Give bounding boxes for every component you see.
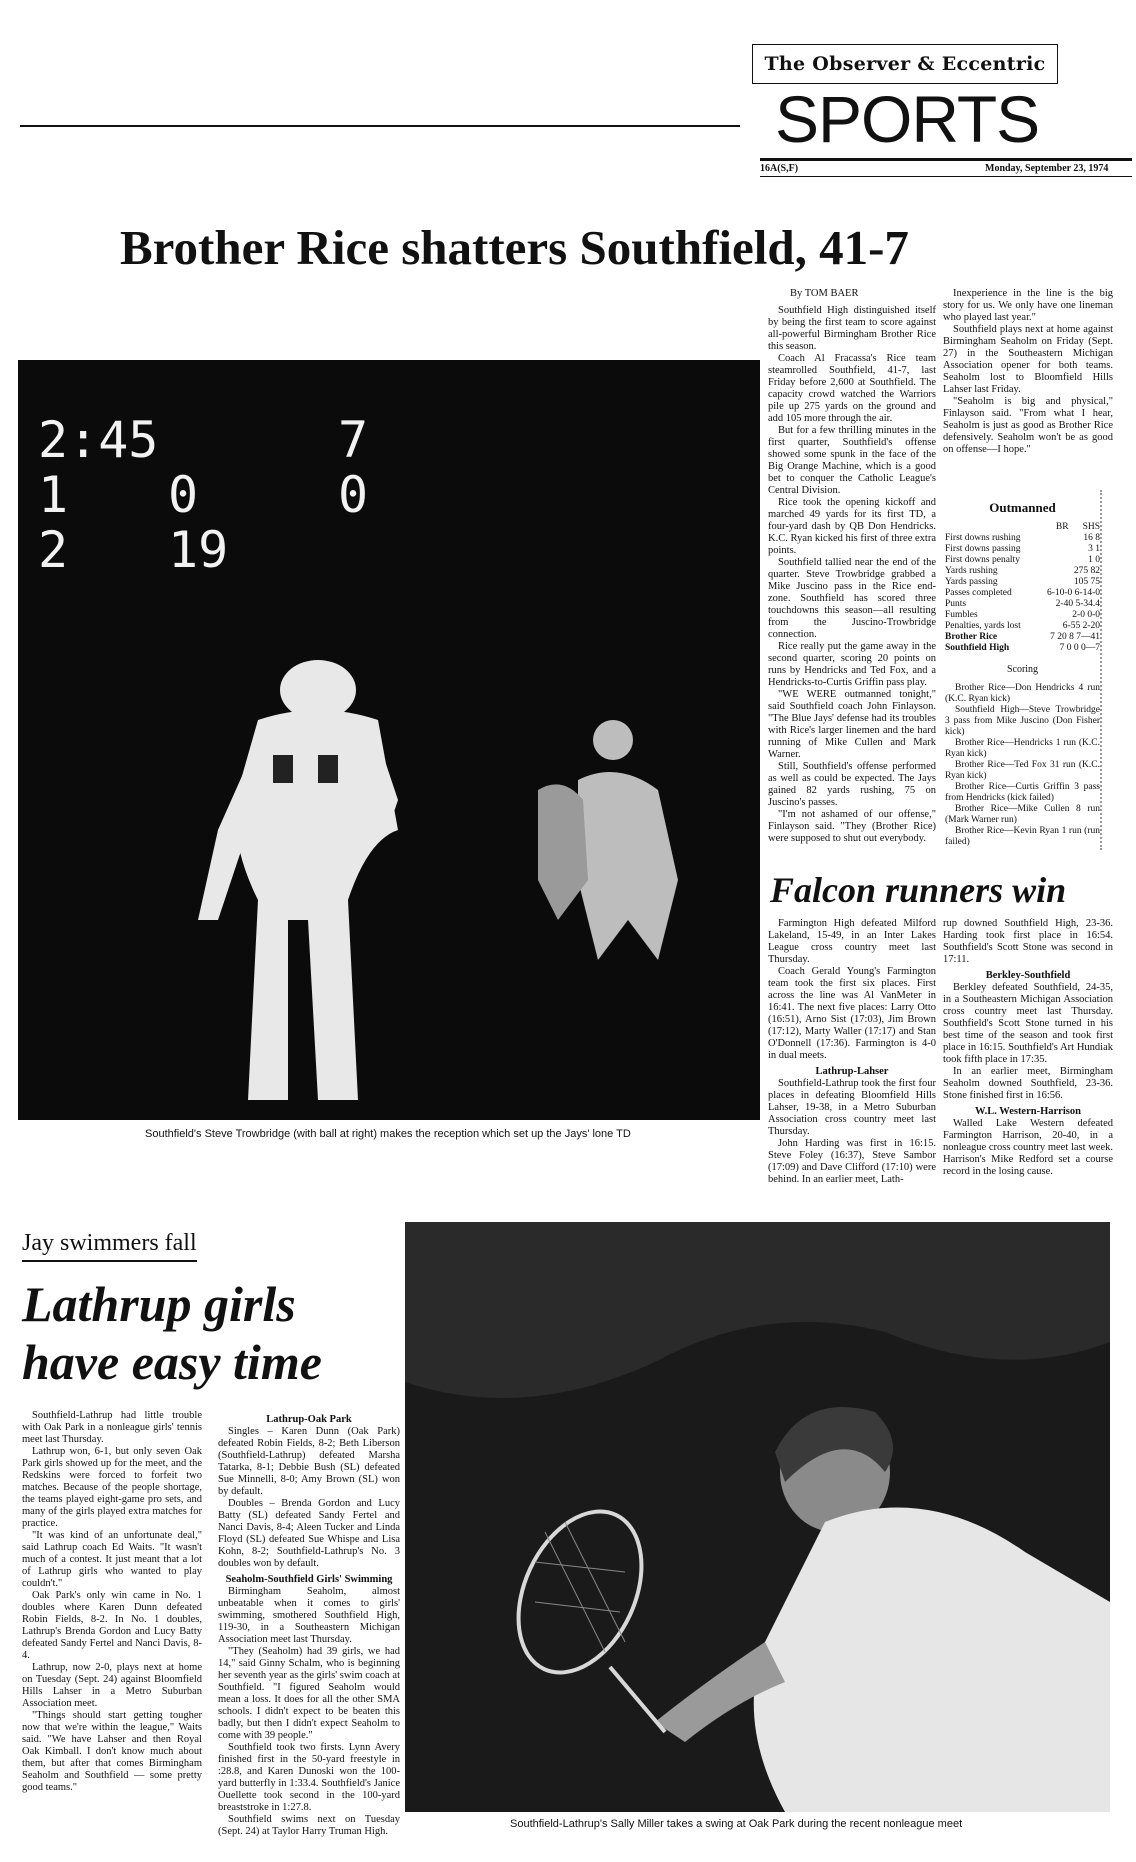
paragraph: But for a few thrilling minutes in the first quarter, Southfield's offense showed some spunk in the face of the Big Orange Machine, which is a good bet to conquer the Catholic League's Central Division. xyxy=(768,425,936,496)
subhead: W.L. Western-Harrison xyxy=(975,1106,1081,1117)
paragraph: Lathrup won, 6-1, but only seven Oak Park girls showed up for the meet, and the Redskins were forced to forfeit two matches. Because of the people shortage, the teams played eight-game pro sets, and many of the girls played extra matches for practice. xyxy=(22,1446,202,1529)
paper-name: The Observer & Eccentric xyxy=(764,53,1046,75)
stats-row xyxy=(945,643,1100,654)
paragraph: Singles – Karen Dunn (Oak Park) defeated Robin Fields, 8-2; Beth Liberson (Southfield-Lathrup) defeated Marsha Tatarka, 8-1; Debbie Bush (SL) defeated Sue Minnelli, 8-0; Amy Brown (SL) won by default. xyxy=(218,1426,400,1497)
stats-label: Brother Rice xyxy=(945,632,998,642)
stats-header xyxy=(945,522,1100,533)
scoring-entry: Brother Rice—Kevin Ryan 1 run (run failed) xyxy=(945,826,1100,847)
stats-label: Yards rushing xyxy=(945,566,998,576)
subhead: Berkley-Southfield xyxy=(985,970,1071,981)
issue-date: Monday, September 23, 1974 xyxy=(985,163,1109,174)
scoreboard-yards: 19 xyxy=(168,521,229,579)
paragraph: Southfield-Lathrup took the first four places in defeating Bloomfield Hills Lahser, 19-38, in a Metro Suburban Association cross country meet last Thursday. xyxy=(768,1078,936,1137)
stats-row xyxy=(945,544,1100,555)
paragraph: John Harding was first in 16:15. Steve Foley (16:37), Steve Sambor (17:09) and Dave Clifford (17:10) were behind. In an earlier meet, Lath- xyxy=(768,1138,936,1185)
stats-label: First downs passing xyxy=(945,544,1021,554)
scoring-entry: Brother Rice—Don Hendricks 4 run (K.C. Ryan kick) xyxy=(945,683,1100,704)
main-story-col1 xyxy=(768,305,936,845)
paragraph: "I'm not ashamed of our offense," Finlayson said. "They (Brother Rice) were supposed to shut out everybody. xyxy=(768,809,936,844)
stats-box-border xyxy=(1100,490,1102,850)
paragraph: Walled Lake Western defeated Farmington Harrison, 20-40, in a nonleague cross country meet last week. Harrison's Mike Redford set a course record in the losing cause. xyxy=(943,1118,1113,1177)
stats-label: Passes completed xyxy=(945,588,1012,598)
subhead: Seaholm-Southfield Girls' Swimming xyxy=(225,1574,393,1585)
paragraph: "Things should start getting tougher now that we're within the league," Waits said. "We have Lahser and then Royal Oak Kimball. I don't know much about them, but after that comes Birmingham Seaholm and Southfield — some pretty good teams." xyxy=(22,1710,202,1793)
stats-row xyxy=(945,621,1100,632)
stats-row xyxy=(945,610,1100,621)
lathrup-headline-line2: have easy time xyxy=(22,1334,322,1390)
main-story-col2 xyxy=(943,288,1113,456)
paragraph: Southfield High distinguished itself by being the first team to score against all-powerful Birmingham Brother Rice this season. xyxy=(768,305,936,352)
stats-rows xyxy=(945,533,1100,654)
stats-label: Yards passing xyxy=(945,577,998,587)
tennis-photo xyxy=(405,1222,1110,1812)
scoring-title: Scoring xyxy=(1006,664,1039,675)
stats-value: 3 1 xyxy=(1088,544,1100,554)
scoreboard-visitor-score: 0 xyxy=(338,466,369,524)
stats-row xyxy=(945,555,1100,566)
stats-value: 6-55 2-20 xyxy=(1062,621,1100,631)
paragraph: Southfield swims next on Tuesday (Sept. 24) at Taylor Harry Truman High. xyxy=(218,1814,400,1837)
lathrup-headline xyxy=(22,1275,402,1391)
paragraph: Farmington High defeated Milford Lakeland, 15-49, in an Inter Lakes League cross country meet last Thursday. xyxy=(768,918,936,965)
paragraph: "WE WERE outmanned tonight," said Southfield coach John Finlayson. "The Blue Jays' defense had its troubles with Rice's larger linemen and the hard running of Mike Cullen and Mark Warner. xyxy=(768,689,936,760)
stats-value: 2-40 5-34.4 xyxy=(1055,599,1100,609)
stats-title: Outmanned xyxy=(989,500,1056,515)
receiver-figure xyxy=(198,660,398,1100)
stats-label: Fumbles xyxy=(945,610,978,620)
paragraph: Inexperience in the line is the big story for us. We only have one lineman who played last year." xyxy=(943,288,1113,323)
page-code: 16A(S,F) xyxy=(760,163,799,174)
paragraph: "Seaholm is big and physical," Finlayson said. "From what I hear, Seaholm is just as good as Brother Rice defensively. Seaholm won't be as good on offense—I hope." xyxy=(943,396,1113,455)
lathrup-story-col2 xyxy=(218,1410,400,1838)
lathrup-story-col1 xyxy=(22,1410,202,1794)
ball-carrier-figure xyxy=(578,720,678,960)
football-photo-caption: Southfield's Steve Trowbridge (with ball at right) makes the reception which set up the Jays' lone TD xyxy=(145,1128,631,1140)
scoreboard-clock: 2:45 xyxy=(38,411,159,469)
paragraph: Southfield plays next at home against Birmingham Seaholm on Friday (Sept. 27) in the Southeastern Michigan Association opener for both teams. Seaholm lost to Bloomfield Hills Lahser last Friday. xyxy=(943,324,1113,395)
tennis-player-image xyxy=(405,1222,1110,1812)
scoring-entry: Brother Rice—Hendricks 1 run (K.C. Ryan kick) xyxy=(945,738,1100,759)
paragraph: Southfield took two firsts. Lynn Avery finished first in the 50-yard freestyle in :28.8, and Karen Dunoski won the 100-yard butterfly in 1:33.4. Southfield's Janice Ouellette took second in the 100-yard breaststroke in 1:27.8. xyxy=(218,1742,400,1813)
stats-row xyxy=(945,577,1100,588)
paragraph: In an earlier meet, Birmingham Seaholm downed Southfield, 23-36. Stone finished first in 16:56. xyxy=(943,1066,1113,1101)
stats-value: 275 82 xyxy=(1073,566,1100,576)
paper-nameplate xyxy=(752,44,1058,84)
falcon-headline: Falcon runners win xyxy=(770,870,1067,910)
stats-value: 105 75 xyxy=(1073,577,1100,587)
stats-value: 7 20 8 7—41 xyxy=(1050,632,1100,642)
lathrup-headline-line1: Lathrup girls xyxy=(22,1276,296,1332)
football-photo xyxy=(18,360,760,1120)
masthead-rule-bottom xyxy=(760,176,1132,177)
tennis-photo-caption: Southfield-Lathrup's Sally Miller takes a swing at Oak Park during the recent nonleague meet xyxy=(510,1818,963,1830)
stats-value: 16 8 xyxy=(1083,533,1100,543)
paragraph: Still, Southfield's offense performed as well as could be expected. The Jays gained 82 yards rushing, 75 on Juscino's passes. xyxy=(768,761,936,808)
paragraph: Coach Gerald Young's Farmington team took the first six places. First across the line was Al VanMeter in 16:41. The next five places: Larry Otto (16:51), Arno Sist (17:03), Jim Brown (17:12), Marty Waller (17:17) and Stan O'Donnell (17:36). Farmington is 4-0 in dual meets. xyxy=(768,966,936,1061)
scoreboard-down: 2 xyxy=(38,521,69,579)
paragraph: Rice really put the game away in the second quarter, scoring 20 points on runs by Hendricks and Ted Fox, and a Hendricks-to-Curtis Griffin pass play. xyxy=(768,641,936,688)
paragraph: rup downed Southfield High, 23-36. Harding took first place in 16:54. Southfield's Scott Stone was second in 17:11. xyxy=(943,918,1113,965)
subhead: Lathrup-Oak Park xyxy=(266,1414,352,1425)
scoreboard-home-score: 7 xyxy=(338,411,369,469)
paragraph: "They (Seaholm) had 39 girls, we had 14," said Ginny Schalm, who is beginning her seventh year as the girls' swim coach at Southfield. "I figured Seaholm would mean a loss. It does for all the other SMA schools. I didn't expect to be beaten this badly, but then I didn't expect Seaholm to come with 39 people." xyxy=(218,1646,400,1741)
paragraph: "It was kind of an unfortunate deal," said Lathrup coach Ed Waits. "It wasn't much of a contest. It just meant that a lot of Lathrup girls who wanted to play couldn't." xyxy=(22,1530,202,1589)
byline: By TOM BAER xyxy=(790,288,859,299)
lathrup-kicker: Jay swimmers fall xyxy=(22,1228,197,1262)
paragraph: Southfield tallied near the end of the quarter. Steve Trowbridge grabbed a Mike Juscino pass in the Rice end-zone. Southfield has scored three touchdowns this season—all resulting from the Juscino-Trowbridge connection. xyxy=(768,557,936,640)
paragraph: Doubles – Brenda Gordon and Lucy Batty (SL) defeated Sandy Fertel and Nanci Davis, 8-4; Aleen Tucker and Linda Floyd (SL) defeated Sue Whispe and Lisa Kohn, 8-2; Southfield-Lathrup's No. 3 doubles won by default. xyxy=(218,1498,400,1569)
scoring-entry: Brother Rice—Mike Cullen 8 run (Mark Warner run) xyxy=(945,804,1100,825)
paragraph: Oak Park's only win came in No. 1 doubles where Karen Dunn defeated Robin Fields, 8-2. In No. 1 doubles, Lathrup's Brenda Gordon and Lucy Batty defeated Sandy Fertel and Nanci Davis, 8-4. xyxy=(22,1590,202,1661)
stats-row xyxy=(945,566,1100,577)
football-players-image xyxy=(18,360,760,1120)
stats-label: Penalties, yards lost xyxy=(945,621,1021,631)
left-rule xyxy=(20,125,740,127)
stats-row xyxy=(945,632,1100,643)
scoring-entry: Brother Rice—Curtis Griffin 3 pass from Hendricks (kick failed) xyxy=(945,782,1100,803)
section-title: SPORTS xyxy=(775,82,1040,156)
paragraph: Birmingham Seaholm, almost unbeatable when it comes to girls' swimming, smothered Southfield High, 119-30, in a Southeastern Michigan Association meet last Thursday. xyxy=(218,1586,400,1645)
paragraph: Berkley defeated Southfield, 24-35, in a Southeastern Michigan Association cross country meet last Thursday. Southfield's Scott Stone turned in his best time of the season and took first place in 16:15. Southfield's Art Hundiak took fifth place in 17:35. xyxy=(943,982,1113,1065)
stats-box xyxy=(945,500,1100,848)
scoring-list xyxy=(945,683,1100,848)
stats-row xyxy=(945,588,1100,599)
paragraph: Rice took the opening kickoff and marched 49 yards for its first TD, a four-yard dash by QB Don Hendricks. K.C. Ryan kicked his first of three extra points. xyxy=(768,497,936,556)
scoring-entry: Southfield High—Steve Trowbridge 3 pass from Mike Juscino (Don Fisher kick) xyxy=(945,705,1100,737)
subhead: Lathrup-Lahser xyxy=(815,1066,889,1077)
defender-figure xyxy=(538,784,588,920)
stats-value: 2-0 0-0 xyxy=(1072,610,1100,620)
scoreboard-quarter: 1 xyxy=(38,466,69,524)
stats-header-br: BR xyxy=(1055,522,1069,532)
falcon-story-col1 xyxy=(768,918,936,1186)
stats-row xyxy=(945,533,1100,544)
stats-label: Southfield High xyxy=(945,643,1010,653)
stats-label: First downs penalty xyxy=(945,555,1020,565)
stats-row xyxy=(945,599,1100,610)
paragraph: Coach Al Fracassa's Rice team steamrolled Southfield, 41-7, last Friday before 2,600 at Southfield. The capacity crowd watched the Warriors pile up 275 yards on the ground and add 105 more through the air. xyxy=(768,353,936,424)
falcon-story-col2 xyxy=(943,918,1113,1178)
scoring-entry: Brother Rice—Ted Fox 31 run (K.C. Ryan kick) xyxy=(945,760,1100,781)
stats-header-shs: SHS xyxy=(1082,522,1100,532)
scoreboard-mid: 0 xyxy=(168,466,199,524)
stats-value: 1 0 xyxy=(1088,555,1100,565)
stats-label: Punts xyxy=(945,599,967,609)
masthead-rule xyxy=(760,158,1132,161)
paragraph: Southfield-Lathrup had little trouble with Oak Park in a nonleague girls' tennis meet last Thursday. xyxy=(22,1410,202,1445)
stats-value: 6-10-0 6-14-0 xyxy=(1046,588,1100,598)
stats-value: 7 0 0 0—7 xyxy=(1059,643,1100,653)
paragraph: Lathrup, now 2-0, plays next at home on Tuesday (Sept. 24) against Bloomfield Hills Lahser in a Metro Suburban Association meet. xyxy=(22,1662,202,1709)
main-headline: Brother Rice shatters Southfield, 41-7 xyxy=(120,220,909,275)
stats-label: First downs rushing xyxy=(945,533,1021,543)
